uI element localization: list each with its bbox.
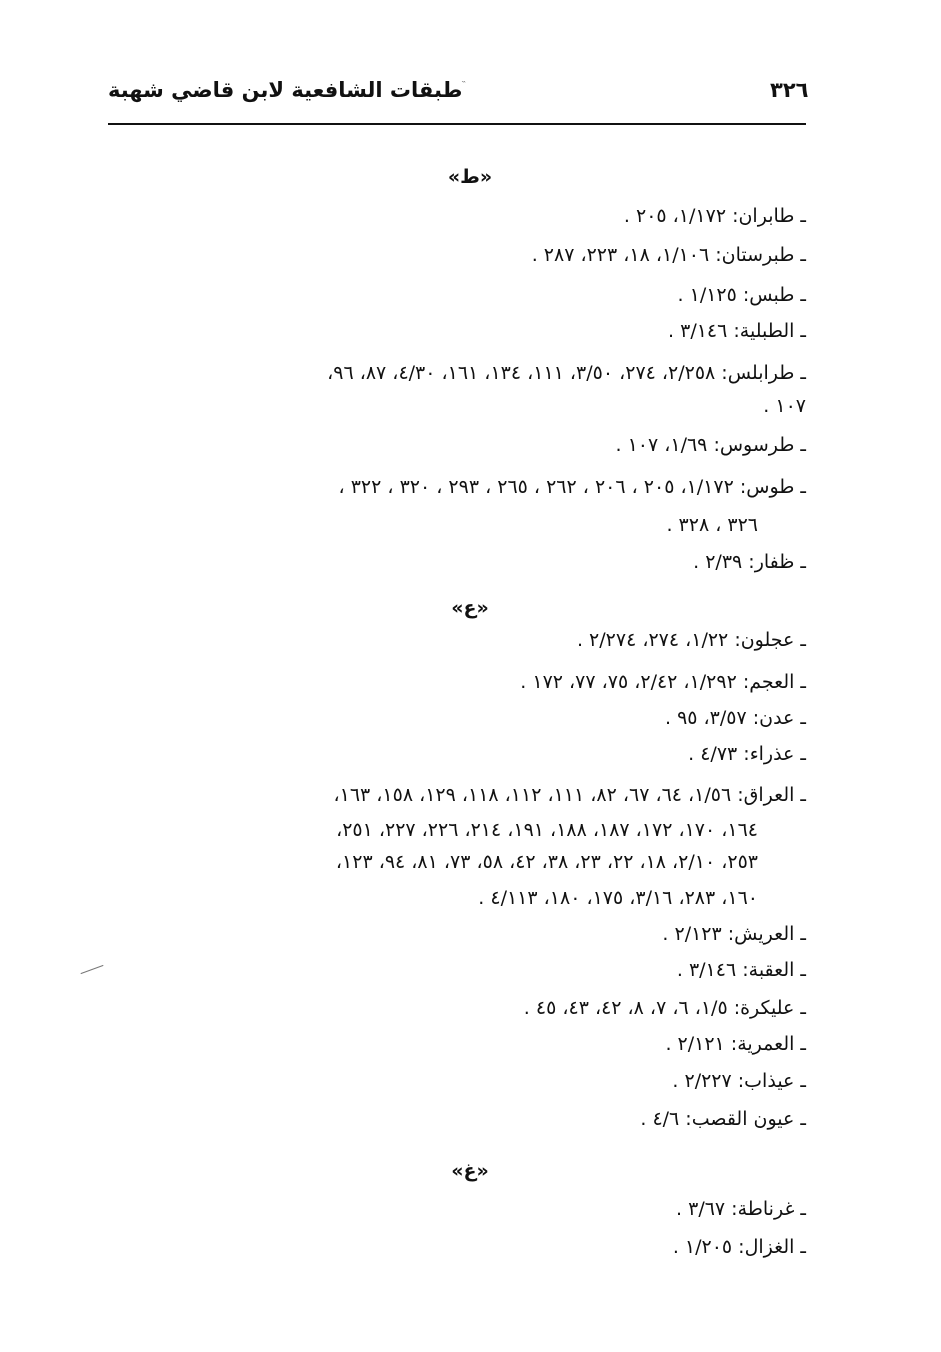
index-entry-continuation: ١٦٤، ١٧٠، ١٧٢، ١٨٧، ١٨٨، ١٩١، ٢١٤، ٢٢٦، ٢٢٧، ٢٥١، [336,819,758,841]
index-entry: ـ طوس: ١/١٧٢، ٢٠٥ ، ٢٠٦ ، ٢٦٢ ، ٢٦٥ ، ٢٩٣ ، ٣٢٠ ، ٣٢٢ ، [338,476,806,498]
index-entry: ـ العقبة: ٣/١٤٦ . [676,959,806,981]
index-entry: ـ العجم: ١/٢٩٢، ٢/٤٢، ٧٥، ٧٧، ١٧٢ . [520,671,806,693]
section-heading-ta: «ط» [447,166,493,188]
scan-speck: ˵ [462,76,466,87]
index-entry: ـ العراق: ١/٥٦، ٦٤، ٦٧، ٨٢، ١١١، ١١٢، ١١٨، ١٢٩، ١٥٨، ١٦٣، [333,784,806,806]
index-entry-continuation: ١٠٧ . [763,395,806,417]
index-entry: ـ عيذاب: ٢/٢٢٧ . [672,1070,806,1092]
index-entry: ـ عيون القصب: ٤/٦ . [640,1108,806,1130]
index-entry: ـ طرابلس: ٢/٢٥٨، ٢٧٤، ٣/٥٠، ١١١، ١٣٤، ١٦١، ٤/٣٠، ٨٧، ٩٦، [327,362,806,384]
index-entry: ـ عدن: ٣/٥٧، ٩٥ . [664,707,806,729]
section-heading-ghain: «غ» [451,1160,489,1182]
index-entry: ـ طرسوس: ١/٦٩، ١٠٧ . [615,434,806,456]
index-entry: ـ غرناطة: ٣/٦٧ . [676,1198,806,1220]
index-entry: ـ عجلون: ١/٢٢، ٢٧٤، ٢/٢٧٤ . [576,629,806,651]
index-entry: ـ ظفار: ٢/٣٩ . [693,551,806,573]
index-entry: ـ عليكرة: ١/٥، ٦، ٧، ٨، ٤٢، ٤٣، ٤٥ . [523,997,806,1019]
running-header-title: طبقات الشافعية لابن قاضي شهبة [108,78,463,102]
index-entry: ـ عذراء: ٤/٧٣ . [688,743,806,765]
section-heading-ain: «ع» [451,597,489,619]
index-entry: ـ الغزال: ١/٢٠٥ . [672,1236,806,1258]
index-entry: ـ العريش: ٢/١٢٣ . [662,923,806,945]
index-entry: ـ طبرستان: ١/١٠٦، ١٨، ٢٢٣، ٢٨٧ . [531,244,806,266]
page-number: ٣٢٦ [770,78,809,102]
margin-mark [81,965,104,974]
index-entry: ـ العمرية: ٢/١٢١ . [665,1033,806,1055]
index-entry: ـ طبس: ١/١٢٥ . [677,284,806,306]
index-entry: ـ طابران: ١/١٧٢، ٢٠٥ . [623,205,806,227]
index-entry: ـ الطبلية: ٣/١٤٦ . [668,320,806,342]
index-entry-continuation: ١٦٠، ٢٨٣، ٣/١٦، ١٧٥، ١٨٠، ٤/١١٣ . [478,887,758,909]
header-rule [108,123,806,125]
index-entry-continuation: ٢٥٣، ٢/١٠، ١٨، ٢٢، ٢٣، ٣٨، ٤٢، ٥٨، ٧٣، ٨١، ٩٤، ١٢٣، [335,851,758,873]
index-entry-continuation: ٣٢٦ ، ٣٢٨ . [666,514,758,536]
